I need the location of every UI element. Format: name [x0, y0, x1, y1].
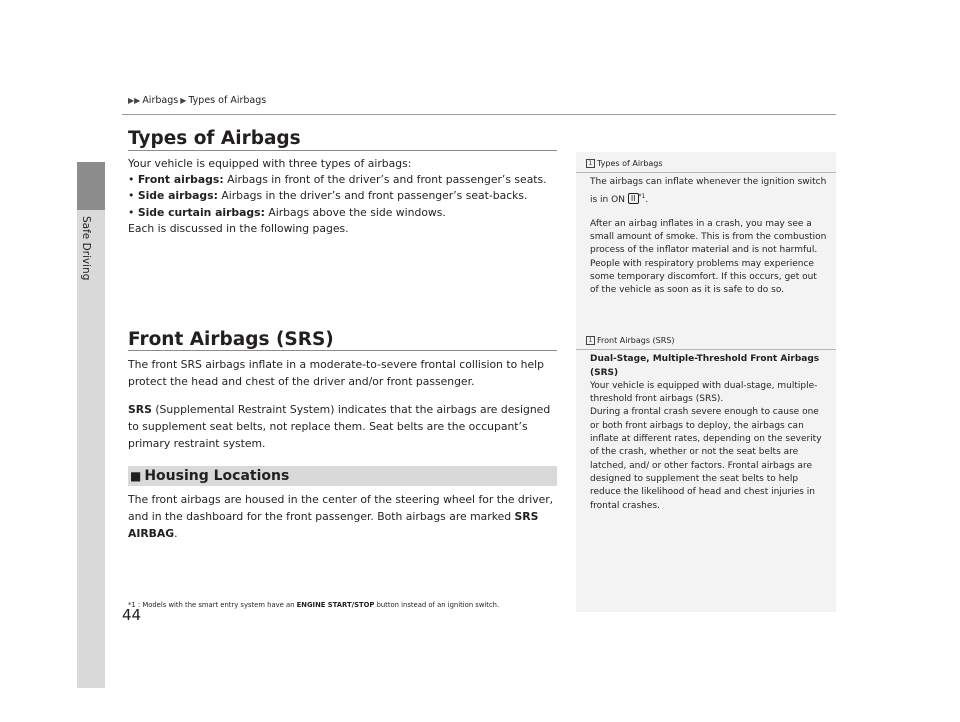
bullet-text: Airbags in the driver’s and front passenger’s seat-backs. — [221, 189, 528, 203]
housing-para — [128, 491, 560, 542]
footnote — [128, 601, 499, 609]
front-para — [128, 401, 560, 452]
note-subhead: Dual-Stage, Multiple-Threshold Front Airbags (SRS) — [590, 354, 820, 378]
front-para: The front SRS airbags inflate in a moderate-to-severe frontal collision to help protect the head and chest of the driver and/or front passenger. — [128, 358, 544, 388]
section-rule — [128, 150, 557, 151]
types-intro: Your vehicle is equipped with three types of airbags: — [128, 157, 412, 170]
bullet-item: • Side airbags: Airbags in the driver’s and front passenger’s seat-backs. — [128, 189, 528, 203]
bullet-item: • Side curtain airbags: Airbags above the side windows. — [128, 205, 446, 219]
ignition-position-icon: II — [628, 193, 639, 204]
bullet-term: Side airbags: — [137, 189, 218, 203]
bullet-text: Airbags in front of the driver’s and front passenger’s seats. — [227, 173, 547, 187]
front-body — [128, 356, 560, 452]
bullet-item: • Front airbags: Airbags in front of the driver’s and front passenger’s seats. — [128, 173, 547, 187]
note-para: After an airbag inflates in a crash, you may see a small amount of smoke. This is from the combustion process of the inflator material and is not harmful. People with respiratory problems may experience some temporary discomfort. If this occurs, get out of the vehicle as soon as it is safe to do so. — [590, 218, 827, 296]
breadcrumb-item[interactable]: Types of Airbags — [188, 95, 267, 106]
note-title: Types of Airbags — [597, 159, 663, 168]
note-marker-icon: 1 — [586, 159, 595, 168]
footnote-ref: *1 — [638, 192, 646, 200]
section-title: Types of Airbags — [128, 128, 301, 149]
bullet-text: Airbags above the side windows. — [268, 205, 446, 219]
housing-title: Housing Locations — [144, 468, 290, 484]
footnote-suffix: button instead of an ignition switch. — [376, 601, 500, 609]
triangle-right-icon: ▶▶ — [128, 96, 141, 105]
side-note — [576, 157, 836, 298]
page-number: 44 — [122, 606, 142, 624]
section-title: Front Airbags (SRS) — [128, 329, 334, 350]
chapter-tab-marker — [77, 162, 105, 210]
chapter-label: Safe Driving — [80, 216, 92, 281]
bullet-term: Front airbags: — [137, 173, 224, 187]
housing-mark: SRS AIRBAG — [128, 510, 539, 540]
note-para — [590, 176, 828, 207]
housing-end: . — [174, 527, 178, 540]
housing-heading — [128, 466, 557, 486]
note-heading — [586, 334, 836, 347]
housing-text: The front airbags are housed in the center of the steering wheel for the driver, and in the dashboard for the front passenger. Both airbags are marked — [128, 493, 554, 523]
square-bullet-icon: ■ — [130, 469, 142, 483]
note-text: . — [645, 194, 649, 205]
types-outro: Each is discussed in the following pages. — [128, 221, 349, 235]
note-para: Your vehicle is equipped with dual-stage, multiple-threshold front airbags (SRS). — [590, 380, 818, 405]
note-rule — [576, 172, 836, 173]
note-body — [576, 176, 836, 297]
note-text: The airbags can inflate whenever the ignition switch is in ON — [590, 177, 827, 205]
triangle-right-icon: ▶ — [180, 96, 187, 105]
note-para: During a frontal crash severe enough to cause one or both front airbags to deploy, the airbags can inflate at different rates, depending on the severity of the crash, whether or not the seat belts are latched, and/ or other factors. Frontal airbags are designed to supplement the seat belts to help reduce the likelihood of head and chest injuries in frontal crashes. — [590, 407, 822, 511]
breadcrumb-item[interactable]: Airbags — [142, 95, 179, 106]
note-title: Front Airbags (SRS) — [597, 336, 675, 345]
srs-term: SRS — [128, 403, 152, 416]
breadcrumb — [128, 95, 266, 106]
note-rule — [576, 349, 836, 350]
bullet-term: Side curtain airbags: — [137, 205, 265, 219]
note-heading — [586, 157, 836, 170]
srs-text: (Supplemental Restraint System) indicates that the airbags are designed to supplement seat belts, not replace them. Seat belts are the occupant’s primary restraint system. — [128, 403, 551, 450]
side-note — [576, 334, 836, 513]
footnote-prefix: *1 : Models with the smart entry system have an — [128, 601, 295, 609]
types-body — [128, 156, 560, 237]
note-marker-icon: 1 — [586, 336, 595, 345]
footnote-bold: ENGINE START/STOP — [296, 601, 375, 609]
note-body — [576, 353, 836, 513]
header-rule — [122, 114, 836, 115]
section-rule — [128, 350, 557, 351]
housing-body — [128, 491, 560, 542]
